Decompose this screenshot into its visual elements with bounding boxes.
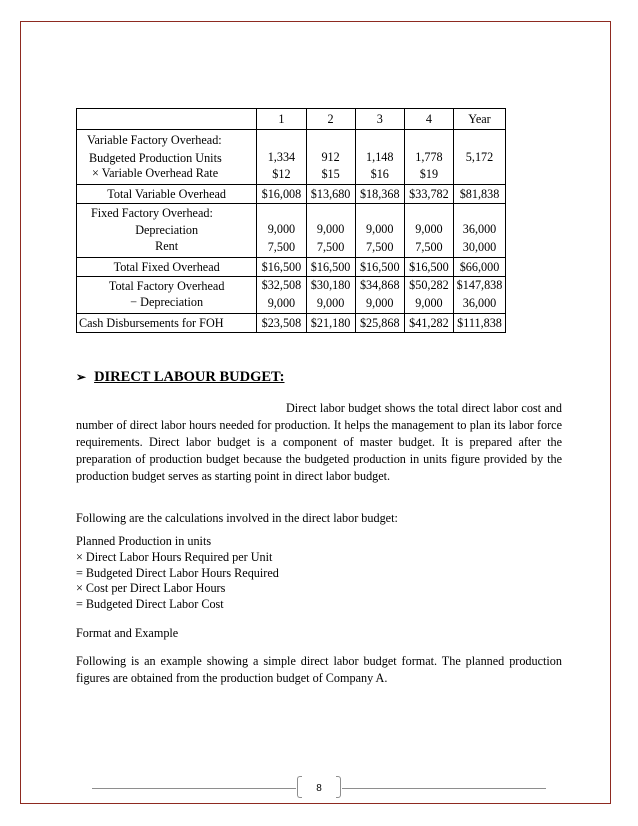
table-cell: 7,500 [404, 239, 453, 258]
table-cell: $34,868 [355, 277, 404, 295]
table-cell [355, 203, 404, 221]
row-label: Depreciation [77, 221, 257, 239]
table-cell [306, 203, 355, 221]
table-cell: $81,838 [454, 184, 506, 203]
table-cell: $19 [404, 166, 453, 184]
paragraph-calculations-intro: Following are the calculations involved in the direct labor budget: [76, 511, 398, 525]
table-cell: $21,180 [306, 314, 355, 333]
calc-line: Planned Production in units [76, 534, 212, 548]
row-label: − Depreciation [77, 295, 257, 314]
table-cell: 9,000 [257, 221, 306, 239]
table-row-total [77, 184, 506, 203]
table-cell: 7,500 [306, 239, 355, 258]
table-cell: $32,508 [257, 277, 306, 295]
table-cell: 36,000 [454, 295, 506, 314]
table-cell: $18,368 [355, 184, 404, 203]
table-cell: 1,778 [404, 149, 453, 167]
row-label: Budgeted Production Units [77, 149, 257, 167]
table-cell: 9,000 [257, 295, 306, 314]
table-header-row [77, 109, 506, 130]
table-cell: $111,838 [454, 314, 506, 333]
table-cell [257, 203, 306, 221]
table-cell: $147,838 [454, 277, 506, 295]
row-label: Variable Factory Overhead: [77, 130, 257, 149]
factory-overhead-table [76, 108, 506, 333]
table-cell: 7,500 [355, 239, 404, 258]
footer-rule-right [342, 788, 546, 789]
table-cell: 912 [306, 149, 355, 167]
table-cell [306, 130, 355, 149]
table-cell: 9,000 [306, 295, 355, 314]
table-cell: $16,500 [257, 258, 306, 277]
table-cell: $13,680 [306, 184, 355, 203]
calc-line: × Cost per Direct Labor Hours [76, 581, 226, 595]
table-cell: 9,000 [355, 221, 404, 239]
table-cell: $33,782 [404, 184, 453, 203]
table-cell: $41,282 [404, 314, 453, 333]
calc-line: × Direct Labor Hours Required per Unit [76, 550, 273, 564]
table-cell [355, 130, 404, 149]
table-cell: $16,008 [257, 184, 306, 203]
header-cell: 1 [257, 109, 306, 130]
table-row-total [77, 258, 506, 277]
table-cell: $16,500 [404, 258, 453, 277]
calc-line: = Budgeted Direct Labor Hours Required [76, 566, 279, 580]
table-cell: 9,000 [404, 221, 453, 239]
paragraph-example: Following is an example showing a simple direct labor budget format. The planned production figures are obtained from the production budget of Company A. [76, 654, 562, 685]
header-cell: Year [454, 109, 506, 130]
format-heading: Format and Example [76, 626, 179, 640]
calc-line: = Budgeted Direct Labor Cost [76, 597, 224, 611]
table-cell: $30,180 [306, 277, 355, 295]
table-row [77, 221, 506, 239]
table-cell: $66,000 [454, 258, 506, 277]
table-cell: 9,000 [404, 295, 453, 314]
table-cell: $16,500 [306, 258, 355, 277]
table-cell: $23,508 [257, 314, 306, 333]
paragraph-intro: Direct labor budget shows the total direct labor cost and number of direct labor hours needed for production. It helps the management to plan its labor force requirements. Direct labor budget is a component of master budget. It is prepared after the preparation of production budget because the budgeted production in units figure provided by the production budget serves as starting point in direct labor budget. [76, 401, 562, 483]
table-cell: 36,000 [454, 221, 506, 239]
table-cell [404, 130, 453, 149]
header-cell: 4 [404, 109, 453, 130]
table-row [77, 295, 506, 314]
table-cell: $15 [306, 166, 355, 184]
table-row [77, 130, 506, 149]
table-cell: 30,000 [454, 239, 506, 258]
table-cell: $50,282 [404, 277, 453, 295]
header-cell: 2 [306, 109, 355, 130]
table-cell [404, 203, 453, 221]
arrow-bullet-icon: ➢ [76, 370, 87, 384]
table-cell [454, 166, 506, 184]
table-row [77, 166, 506, 184]
table-cell: 1,148 [355, 149, 404, 167]
section-heading [76, 369, 284, 386]
table-cell: 9,000 [355, 295, 404, 314]
table-cell [257, 130, 306, 149]
row-label: Total Fixed Overhead [77, 258, 257, 277]
table-cell [454, 203, 506, 221]
row-label: Total Variable Overhead [77, 184, 257, 203]
table-cell: $16,500 [355, 258, 404, 277]
table-cell: $12 [257, 166, 306, 184]
row-label: Fixed Factory Overhead: [77, 203, 257, 221]
table-row [77, 149, 506, 167]
table-cell: 9,000 [306, 221, 355, 239]
row-label: Rent [77, 239, 257, 258]
table-row [77, 239, 506, 258]
row-label: Cash Disbursements for FOH [77, 314, 257, 333]
row-label: × Variable Overhead Rate [77, 166, 257, 184]
table-cell: 1,334 [257, 149, 306, 167]
table-cell: $25,868 [355, 314, 404, 333]
footer-rule-left [92, 788, 296, 789]
header-cell [77, 109, 257, 130]
table-cell: $16 [355, 166, 404, 184]
table-cell: 5,172 [454, 149, 506, 167]
table-cell: 7,500 [257, 239, 306, 258]
row-label: Total Factory Overhead [77, 277, 257, 295]
header-cell: 3 [355, 109, 404, 130]
section-title: DIRECT LABOUR BUDGET: [94, 369, 285, 385]
page-number-box [297, 776, 341, 800]
right-bracket-icon [336, 776, 341, 798]
table-row [77, 203, 506, 221]
table-row [77, 277, 506, 295]
left-bracket-icon [297, 776, 302, 798]
table-cell [454, 130, 506, 149]
page-number: 8 [316, 782, 322, 794]
table-row-total [77, 314, 506, 333]
